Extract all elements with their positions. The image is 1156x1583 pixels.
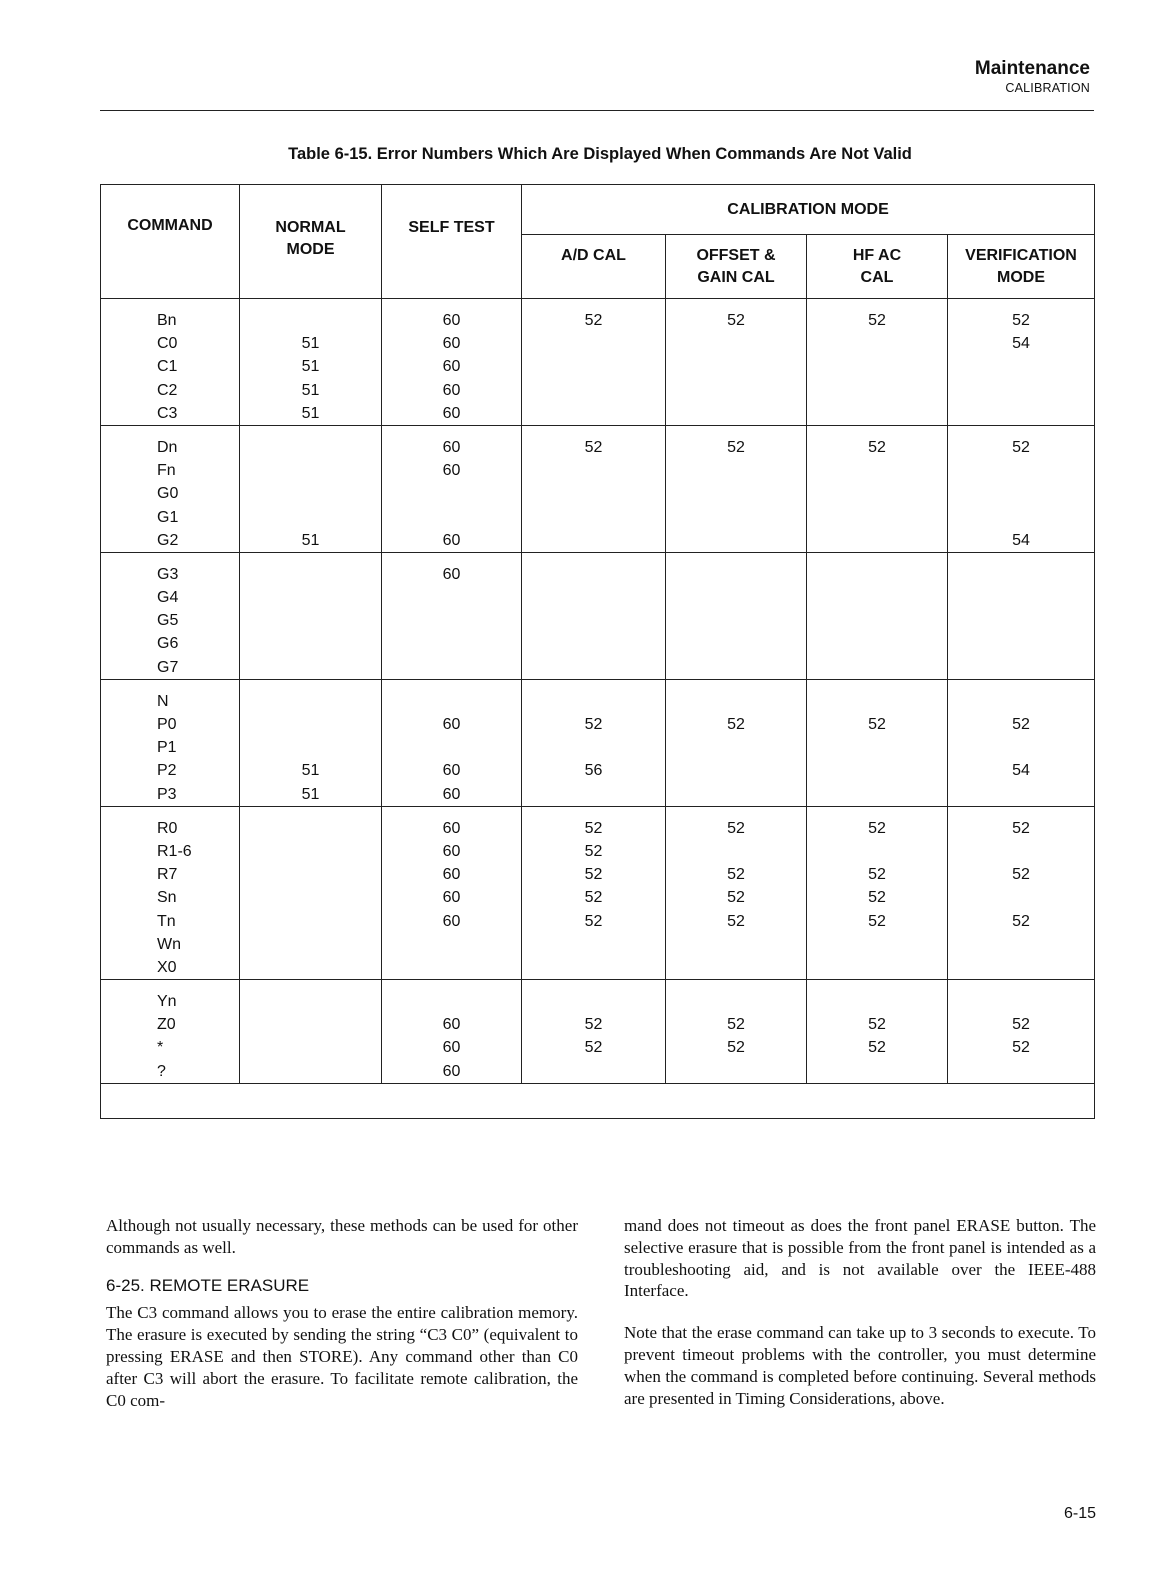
error-number — [666, 379, 806, 402]
error-number — [666, 529, 806, 552]
command-group-row — [101, 552, 1095, 679]
error-number — [382, 609, 521, 632]
error-number: 60 — [442, 565, 461, 583]
command-code: C0 — [157, 335, 178, 353]
command-code: G1 — [157, 508, 179, 526]
table-footer-cell — [101, 1083, 1095, 1118]
error-number — [240, 1013, 381, 1036]
error-number — [522, 459, 665, 482]
error-number — [666, 656, 806, 679]
error-number: 60 — [442, 404, 461, 422]
table-caption: Table 6-15. Error Numbers Which Are Displayed When Commands Are Not Valid — [288, 145, 912, 163]
error-number — [240, 632, 381, 655]
error-number — [240, 563, 381, 586]
error-number — [666, 402, 806, 425]
error-number: 52 — [584, 842, 603, 860]
error-number: 60 — [442, 819, 461, 837]
error-number — [948, 990, 1094, 1013]
command-cell — [101, 299, 240, 426]
error-number — [382, 632, 521, 655]
offset-gain-cell — [666, 806, 807, 979]
error-number — [807, 609, 947, 632]
error-number — [666, 933, 806, 956]
error-number — [666, 783, 806, 806]
error-number — [522, 506, 665, 529]
header-command: COMMAND — [101, 185, 240, 299]
error-number — [522, 783, 665, 806]
error-number — [807, 332, 947, 355]
error-number — [948, 690, 1094, 713]
error-number — [240, 586, 381, 609]
offset-gain-cell — [666, 679, 807, 806]
command-code: P3 — [157, 785, 177, 803]
error-number: 60 — [442, 785, 461, 803]
error-number: 52 — [727, 889, 745, 907]
error-number: 52 — [868, 912, 886, 930]
error-number — [522, 563, 665, 586]
error-number: 52 — [868, 866, 886, 884]
error-number — [382, 736, 521, 759]
header-verification-mode: VERIFICATION MODE — [948, 235, 1095, 299]
command-group-row — [101, 299, 1095, 426]
error-number — [666, 609, 806, 632]
header-calibration-mode: CALIBRATION MODE — [522, 185, 1095, 235]
error-number: 52 — [1012, 819, 1030, 837]
error-number — [666, 482, 806, 505]
error-number — [240, 459, 381, 482]
command-code: N — [157, 692, 169, 710]
hf-ac-cell — [807, 425, 948, 552]
command-cell — [101, 552, 240, 679]
command-code: Fn — [157, 462, 176, 480]
error-number: 52 — [868, 889, 886, 907]
error-number — [948, 656, 1094, 679]
command-cell — [101, 425, 240, 552]
error-number: 52 — [727, 1039, 745, 1057]
command-code: G0 — [157, 485, 179, 503]
error-number: 52 — [868, 716, 886, 733]
error-number — [948, 609, 1094, 632]
error-number — [522, 632, 665, 655]
error-number: 56 — [584, 762, 603, 780]
table-footer-row — [101, 1083, 1095, 1118]
header-normal-mode: NORMAL MODE — [240, 185, 382, 299]
error-number: 51 — [301, 335, 320, 353]
section-title: Maintenance — [974, 58, 1090, 79]
error-number: 60 — [442, 531, 461, 549]
command-cell — [101, 806, 240, 979]
error-number: 52 — [868, 438, 886, 456]
ad-cal-cell — [522, 299, 666, 426]
error-number — [522, 1060, 665, 1083]
error-number: 52 — [868, 819, 886, 837]
paragraph: mand does not timeout as does the front panel ERASE button. The selective erasure that is possible from the front panel is intended as a troubleshooting aid, and is not available over the IEEE-488 Interface. — [624, 1216, 1096, 1301]
error-number — [522, 332, 665, 355]
command-code: Tn — [157, 912, 176, 930]
table-body — [101, 299, 1095, 1119]
hf-ac-cell — [807, 806, 948, 979]
error-number: 52 — [1012, 1039, 1030, 1057]
error-number — [240, 436, 381, 459]
command-code: * — [157, 1039, 164, 1057]
normal-mode-cell — [240, 806, 382, 979]
error-number — [807, 586, 947, 609]
error-number: 52 — [727, 866, 745, 884]
normal-mode-cell — [240, 679, 382, 806]
error-number: 52 — [868, 1016, 886, 1034]
command-code: C3 — [157, 404, 178, 422]
error-number: 52 — [868, 312, 886, 329]
error-number — [522, 690, 665, 713]
error-number — [240, 990, 381, 1013]
hf-ac-cell — [807, 980, 948, 1084]
error-number: 60 — [442, 335, 461, 353]
error-number — [666, 332, 806, 355]
error-number — [522, 656, 665, 679]
error-number — [807, 1060, 947, 1083]
command-code: G3 — [157, 565, 179, 583]
verification-cell — [948, 679, 1095, 806]
verification-cell — [948, 299, 1095, 426]
error-number: 60 — [442, 716, 461, 733]
error-number — [666, 759, 806, 782]
error-number — [666, 632, 806, 655]
error-number — [807, 529, 947, 552]
error-number — [948, 632, 1094, 655]
error-number — [382, 482, 521, 505]
error-number — [240, 1060, 381, 1083]
error-number: 52 — [1012, 716, 1030, 733]
error-number — [807, 690, 947, 713]
error-number — [522, 379, 665, 402]
error-number — [666, 990, 806, 1013]
error-number: 60 — [442, 912, 461, 930]
error-number: 52 — [584, 889, 603, 907]
command-code: R1-6 — [157, 842, 192, 860]
hf-ac-cell — [807, 552, 948, 679]
error-number — [382, 506, 521, 529]
error-number — [666, 563, 806, 586]
error-number — [382, 956, 521, 979]
command-code: C1 — [157, 358, 178, 376]
error-number — [522, 482, 665, 505]
error-number — [807, 506, 947, 529]
error-number: 52 — [1012, 438, 1030, 456]
error-number — [948, 586, 1094, 609]
error-number: 60 — [442, 462, 461, 480]
ad-cal-cell — [522, 425, 666, 552]
error-number: 60 — [442, 1016, 461, 1034]
error-number: 54 — [1012, 335, 1030, 353]
command-code: ? — [157, 1062, 166, 1080]
header-self-test: SELF TEST — [382, 185, 522, 299]
error-number: 52 — [727, 819, 745, 837]
command-group-row — [101, 425, 1095, 552]
error-number — [807, 379, 947, 402]
error-number — [948, 379, 1094, 402]
command-group-row — [101, 980, 1095, 1084]
error-number: 51 — [301, 404, 320, 422]
verification-cell — [948, 806, 1095, 979]
error-number: 52 — [1012, 866, 1030, 884]
command-code: G6 — [157, 635, 179, 653]
error-number: 52 — [727, 912, 745, 930]
error-number: 52 — [868, 1039, 886, 1057]
ad-cal-cell — [522, 552, 666, 679]
error-number — [807, 482, 947, 505]
self-test-cell — [382, 552, 522, 679]
error-number — [666, 956, 806, 979]
section-heading: 6-25. REMOTE ERASURE — [106, 1275, 310, 1295]
error-number — [522, 736, 665, 759]
error-number: 60 — [442, 842, 461, 860]
command-code: R7 — [157, 866, 178, 884]
header-ad-cal: A/D CAL — [522, 235, 666, 299]
error-number: 60 — [442, 762, 461, 780]
verification-cell — [948, 425, 1095, 552]
error-number — [522, 609, 665, 632]
error-number — [240, 956, 381, 979]
error-number — [382, 586, 521, 609]
self-test-cell — [382, 679, 522, 806]
error-number: 52 — [727, 716, 745, 733]
error-number — [240, 506, 381, 529]
error-number: 52 — [584, 1039, 603, 1057]
error-number — [522, 586, 665, 609]
ad-cal-cell — [522, 806, 666, 979]
command-code: Z0 — [157, 1016, 176, 1034]
error-number — [666, 840, 806, 863]
paragraph: The C3 command allows you to erase the entire calibration memory. The erasure is executed by sending the string “C3 C0” (equivalent to pressing ERASE and then STORE). Any command other than C0 after C3 will abort the erasure. To facilitate remote calibration, the C0 com- — [106, 1303, 578, 1410]
error-number — [948, 482, 1094, 505]
error-number — [666, 459, 806, 482]
error-number — [948, 506, 1094, 529]
header-rule — [100, 110, 1094, 111]
error-number: 52 — [584, 866, 603, 884]
hf-ac-cell — [807, 679, 948, 806]
normal-mode-cell — [240, 299, 382, 426]
error-number — [666, 1060, 806, 1083]
command-code: P0 — [157, 716, 177, 733]
error-number: 52 — [584, 1016, 603, 1034]
error-number — [240, 863, 381, 886]
command-code: Dn — [157, 438, 178, 456]
error-number — [240, 736, 381, 759]
command-code: P1 — [157, 739, 177, 757]
command-cell — [101, 980, 240, 1084]
error-number — [807, 783, 947, 806]
subsection-title: CALIBRATION — [1005, 81, 1090, 95]
error-number — [240, 933, 381, 956]
normal-mode-cell — [240, 552, 382, 679]
error-number: 52 — [727, 438, 745, 456]
error-number — [522, 529, 665, 552]
normal-mode-cell — [240, 980, 382, 1084]
error-number — [240, 840, 381, 863]
error-number: 60 — [442, 1062, 461, 1080]
error-number — [807, 632, 947, 655]
error-number: 52 — [584, 438, 603, 456]
command-group-row — [101, 806, 1095, 979]
self-test-cell — [382, 299, 522, 426]
command-code: P2 — [157, 762, 177, 780]
error-number: 51 — [301, 531, 320, 549]
error-number: 51 — [301, 358, 320, 376]
error-number — [240, 713, 381, 736]
error-number — [382, 933, 521, 956]
error-number — [240, 482, 381, 505]
error-number — [807, 355, 947, 378]
error-number — [240, 656, 381, 679]
error-number — [807, 759, 947, 782]
error-number: 60 — [442, 381, 461, 399]
error-number — [948, 933, 1094, 956]
self-test-cell — [382, 425, 522, 552]
error-number: 52 — [727, 312, 745, 329]
error-number: 51 — [301, 762, 320, 780]
self-test-cell — [382, 806, 522, 979]
error-number — [948, 783, 1094, 806]
error-number: 52 — [1012, 912, 1030, 930]
error-number — [666, 586, 806, 609]
error-number: 60 — [442, 1039, 461, 1057]
normal-mode-cell — [240, 425, 382, 552]
error-number: 52 — [584, 819, 603, 837]
error-number — [948, 1060, 1094, 1083]
command-code: G5 — [157, 612, 179, 630]
command-code: R0 — [157, 819, 178, 837]
error-number: 60 — [442, 358, 461, 376]
error-number — [666, 355, 806, 378]
error-number — [240, 817, 381, 840]
offset-gain-cell — [666, 980, 807, 1084]
command-group-row — [101, 679, 1095, 806]
error-number — [807, 656, 947, 679]
error-number: 54 — [1012, 762, 1030, 780]
error-number — [807, 956, 947, 979]
error-number — [948, 956, 1094, 979]
error-number — [948, 840, 1094, 863]
error-number: 52 — [584, 312, 603, 329]
offset-gain-cell — [666, 299, 807, 426]
right-column — [624, 1215, 1096, 1409]
error-number — [807, 933, 947, 956]
error-number — [948, 563, 1094, 586]
error-number: 60 — [442, 312, 461, 329]
command-code: Bn — [157, 312, 177, 329]
error-number: 60 — [442, 866, 461, 884]
paragraph: Note that the erase command can take up to 3 seconds to execute. To prevent timeout problems with the controller, you must determine when the command is completed before continuing. Several methods are presented in Timing Considerations, above. — [624, 1323, 1096, 1408]
header-offset-gain-cal: OFFSET & GAIN CAL — [666, 235, 807, 299]
command-code: Wn — [157, 935, 181, 953]
error-number — [522, 355, 665, 378]
error-number: 52 — [584, 716, 603, 733]
paragraph: Although not usually necessary, these methods can be used for other commands as well. — [106, 1216, 578, 1257]
ad-cal-cell — [522, 980, 666, 1084]
error-number: 52 — [1012, 312, 1030, 329]
error-number — [382, 656, 521, 679]
verification-cell — [948, 980, 1095, 1084]
error-number — [240, 910, 381, 933]
error-number — [807, 990, 947, 1013]
error-number — [240, 609, 381, 632]
verification-cell — [948, 552, 1095, 679]
ad-cal-cell — [522, 679, 666, 806]
command-code: Sn — [157, 889, 177, 907]
error-number — [522, 402, 665, 425]
command-code: C2 — [157, 381, 178, 399]
command-code: G4 — [157, 589, 179, 607]
command-code: G2 — [157, 531, 179, 549]
error-number — [948, 355, 1094, 378]
header-hf-ac-cal: HF AC CAL — [807, 235, 948, 299]
self-test-cell — [382, 980, 522, 1084]
error-number — [240, 886, 381, 909]
error-number: 54 — [1012, 531, 1030, 549]
error-number: 52 — [584, 912, 603, 930]
error-number — [948, 459, 1094, 482]
command-code: Yn — [157, 993, 177, 1011]
error-number — [666, 506, 806, 529]
error-number: 51 — [301, 381, 320, 399]
error-table-container — [100, 184, 1094, 1119]
offset-gain-cell — [666, 425, 807, 552]
error-number — [240, 690, 381, 713]
error-number: 60 — [442, 438, 461, 456]
error-number — [240, 309, 381, 332]
error-number — [948, 736, 1094, 759]
command-code: X0 — [157, 958, 177, 976]
error-number: 51 — [301, 785, 320, 803]
error-number: 52 — [1012, 1016, 1030, 1034]
error-number — [522, 933, 665, 956]
error-number — [522, 990, 665, 1013]
error-number — [807, 563, 947, 586]
error-number — [666, 690, 806, 713]
error-number: 60 — [442, 889, 461, 907]
error-number — [807, 736, 947, 759]
error-number — [807, 459, 947, 482]
error-number — [948, 886, 1094, 909]
hf-ac-cell — [807, 299, 948, 426]
error-number — [948, 402, 1094, 425]
error-number — [522, 956, 665, 979]
error-number — [382, 990, 521, 1013]
error-number — [382, 690, 521, 713]
offset-gain-cell — [666, 552, 807, 679]
command-cell — [101, 679, 240, 806]
left-column — [106, 1215, 578, 1411]
page-number: 6-15 — [1063, 1505, 1096, 1522]
error-number — [807, 840, 947, 863]
error-number — [807, 402, 947, 425]
error-number — [666, 736, 806, 759]
error-number — [240, 1036, 381, 1059]
error-numbers-table — [100, 184, 1095, 1119]
command-code: G7 — [157, 658, 179, 676]
error-number: 52 — [727, 1016, 745, 1034]
